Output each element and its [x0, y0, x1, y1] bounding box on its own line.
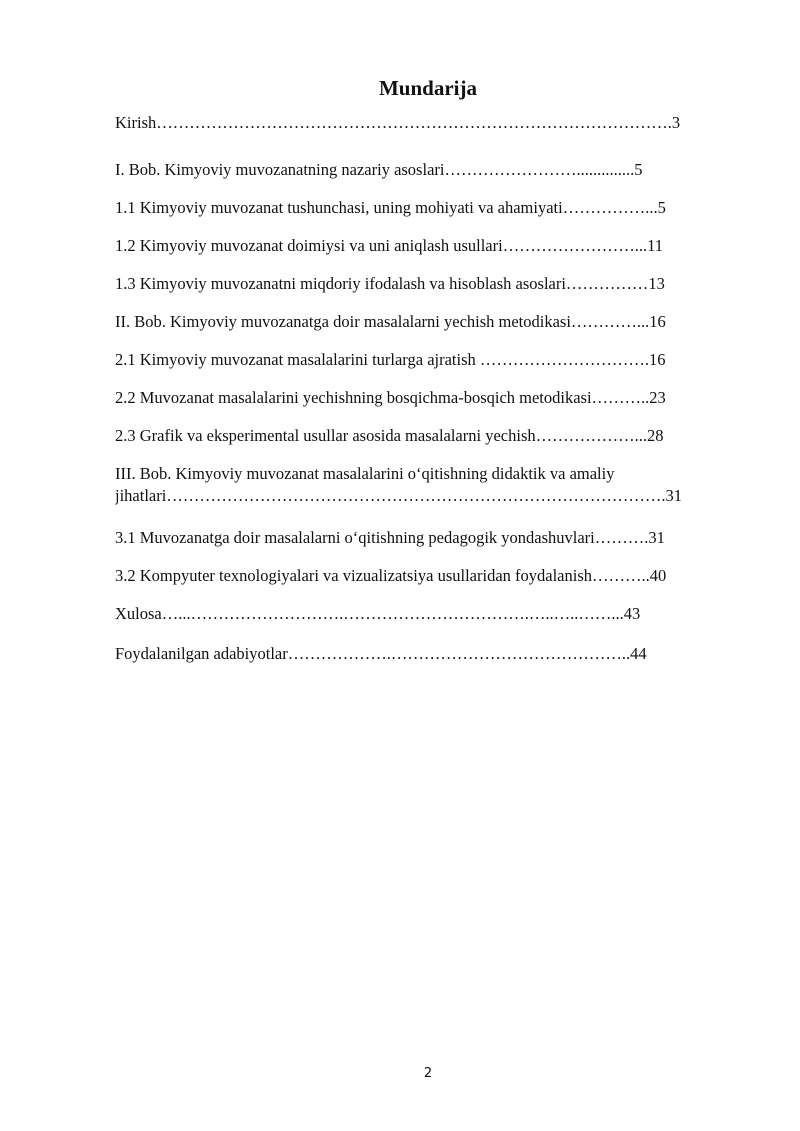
toc-entry-chapter-2[interactable]: II. Bob. Kimyoviy muvozanatga doir masalalarni yechish metodikasi…………...16: [115, 312, 666, 331]
page-number: 2: [423, 1066, 433, 1081]
toc-entry-1-2[interactable]: 1.2 Kimyoviy muvozanat doimiysi va uni aniqlash usullari……………………...11: [115, 236, 663, 255]
page-title: Mundarija: [378, 76, 477, 100]
toc-entry-chapter-3[interactable]: III. Bob. Kimyoviy muvozanat masalalarini oʻqitishning didaktik va amaliy jihatlari……………………………………………………………………………….31: [115, 464, 682, 505]
toc-entry-2-3[interactable]: 2.3 Grafik va eksperimental usullar asosida masalalarni yechish………………...28: [115, 426, 664, 445]
toc-entry-xulosa[interactable]: Xulosa…...……………………….…………………………….…..…..……...43: [115, 604, 641, 623]
toc-entry-1-1[interactable]: 1.1 Kimyoviy muvozanat tushunchasi, uning mohiyati va ahamiyati……………...5: [115, 198, 666, 217]
toc-entry-1-3[interactable]: 1.3 Kimyoviy muvozanatni miqdoriy ifodalash va hisoblash asoslari……………13: [115, 274, 665, 293]
toc-entry-2-1[interactable]: 2.1 Kimyoviy muvozanat masalalarini turlarga ajratish ………………………….16: [115, 350, 666, 369]
toc-entry-adabiyotlar[interactable]: Foydalanilgan adabiyotlar……………….……………………………………..44: [115, 644, 647, 663]
toc-entry-3-1[interactable]: 3.1 Muvozanatga doir masalalarni oʻqitishning pedagogik yondashuvlari……….31: [115, 528, 665, 547]
toc-entry-2-2[interactable]: 2.2 Muvozanat masalalarini yechishning bosqichma-bosqich metodikasi………..23: [115, 388, 666, 407]
toc-entry-kirish[interactable]: Kirish………………………………………………………………………………….3: [115, 113, 681, 132]
toc-entry-3-2[interactable]: 3.2 Kompyuter texnologiyalari va vizualizatsiya usullaridan foydalanish………..40: [115, 566, 667, 585]
toc-entry-chapter-1[interactable]: I. Bob. Kimyoviy muvozanatning nazariy asoslari……………………..............5: [115, 160, 643, 179]
